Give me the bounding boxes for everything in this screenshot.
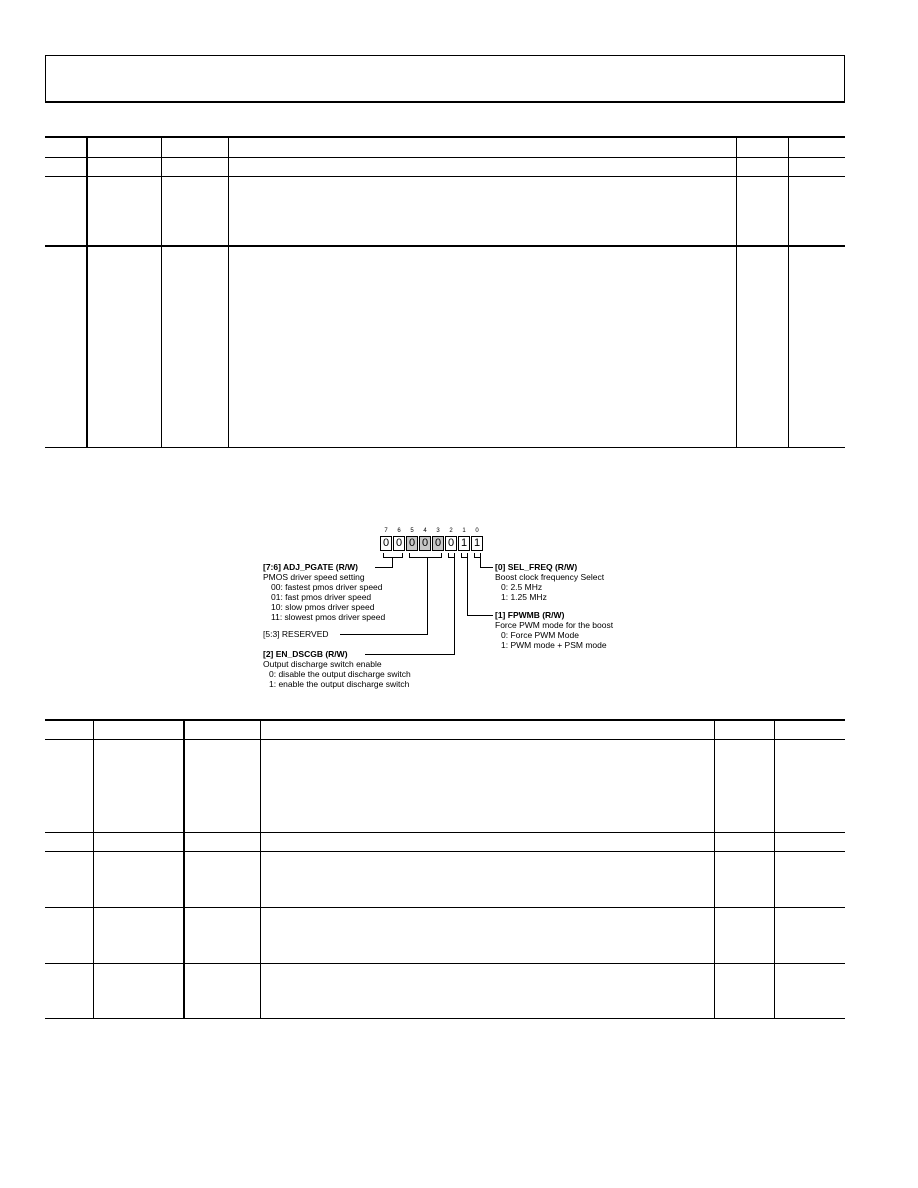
bracket-line [409, 557, 442, 558]
leader-line [340, 634, 428, 635]
leader-line [467, 558, 468, 615]
table-row [45, 157, 845, 176]
field-name: [2] EN_DSCGB (R/W) [263, 649, 348, 659]
bit-number: 0 [475, 528, 479, 534]
bit-box: 1 [471, 536, 483, 551]
field-option: 0: 2.5 MHz [501, 582, 543, 592]
page-header-box [45, 55, 845, 103]
bit-number: 5 [410, 528, 414, 534]
table-row [45, 963, 845, 1018]
field-option: 00: fastest pmos driver speed [271, 582, 383, 592]
table-row [45, 832, 845, 851]
field-option: 11: slowest pmos driver speed [271, 612, 386, 622]
leader-line [427, 558, 428, 634]
bit-field-diagram [250, 520, 670, 695]
leader-line [467, 615, 493, 616]
bit-box: 1 [458, 536, 470, 551]
bracket-line [383, 557, 403, 558]
field-description: Boost clock frequency Select [495, 572, 605, 582]
table-row [45, 739, 845, 832]
bit-box: 0 [406, 536, 418, 551]
table-header-row [45, 720, 845, 739]
table-row [45, 907, 845, 963]
table-header-row [45, 137, 845, 157]
leader-line [454, 558, 455, 654]
table-row [45, 851, 845, 907]
field-option: 1: 1.25 MHz [501, 592, 547, 602]
leader-line [392, 558, 393, 567]
table-row [45, 176, 845, 246]
bit-number: 7 [384, 528, 388, 534]
bit-number: 2 [449, 528, 453, 534]
field-name: [7:6] ADJ_PGATE (R/W) [263, 562, 358, 572]
bit-box: 0 [432, 536, 444, 551]
field-description: Force PWM mode for the boost [495, 620, 614, 630]
leader-line [480, 558, 481, 567]
field-option: 10: slow pmos driver speed [271, 602, 375, 612]
leader-line [365, 654, 455, 655]
field-option: 01: fast pmos driver speed [271, 592, 372, 602]
field-option: 1: PWM mode + PSM mode [501, 640, 607, 650]
field-description: PMOS driver speed setting [263, 572, 365, 582]
leader-line [375, 567, 393, 568]
field-name: [0] SEL_FREQ (R/W) [495, 562, 578, 572]
field-name: [1] FPWMB (R/W) [495, 610, 565, 620]
bit-number: 6 [397, 528, 401, 534]
table-row [45, 246, 845, 447]
leader-line [480, 567, 493, 568]
register-table-1 [45, 136, 845, 448]
bit-box: 0 [445, 536, 457, 551]
register-table-2 [45, 719, 845, 1019]
field-description: Output discharge switch enable [263, 659, 382, 669]
bit-number: 3 [436, 528, 440, 534]
bit-number: 1 [462, 528, 466, 534]
field-name: [5:3] RESERVED [263, 629, 329, 639]
field-option: 0: disable the output discharge switch [269, 669, 411, 679]
bit-box: 0 [393, 536, 405, 551]
field-option: 0: Force PWM Mode [501, 630, 579, 640]
bit-number: 4 [423, 528, 427, 534]
field-option: 1: enable the output discharge switch [269, 679, 410, 689]
bit-box: 0 [419, 536, 431, 551]
bit-box: 0 [380, 536, 392, 551]
